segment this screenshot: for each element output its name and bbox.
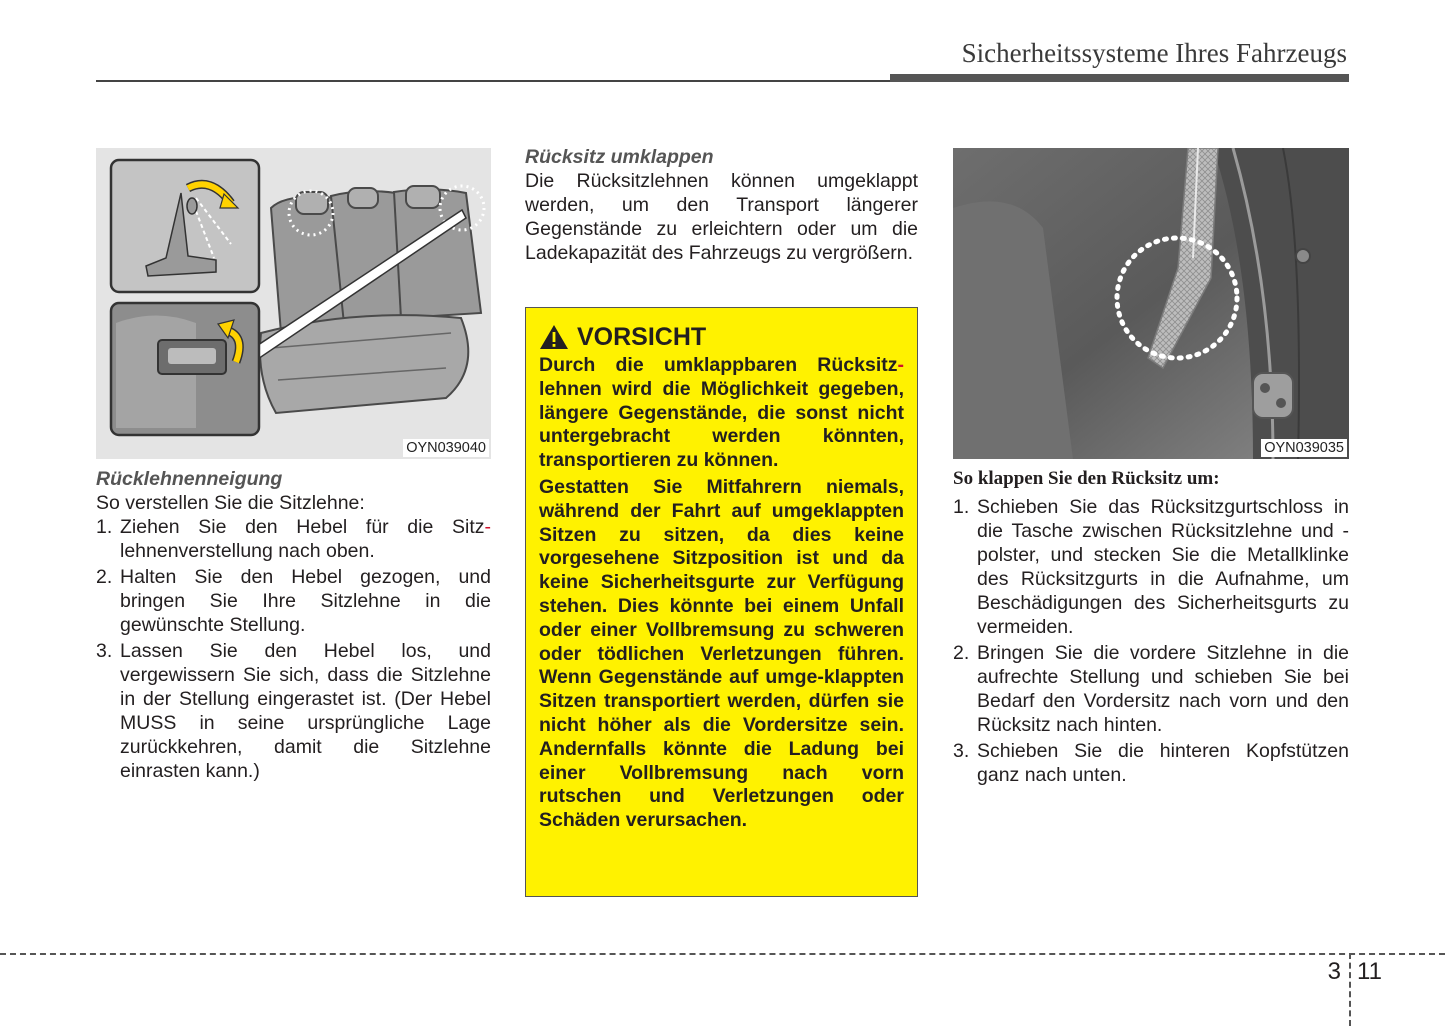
- warning-paragraph-1: Durch die umklappbaren Rücksitz- lehnen wird die Möglichkeit gegeben, längere Gegenstände, die sonst nicht untergebracht werden könnten, transportieren zu können.: [539, 354, 904, 472]
- header-rule-thin: [96, 80, 890, 82]
- warning-paragraph-2: Gestatten Sie Mitfahrern niemals, während der Fahrt auf umgeklappten Sitzen zu sitzen, da dies keine vorgesehene Sitzposition ist und da keine Sicherheitsgurte zur Verfügung stehen. Dies könnte bei einem Unfall oder einer Vollbremsung zu schweren oder tödlichen Verletzungen führen. Wenn Gegenstände auf umge-klappten Sitzen transportiert werden, dürfen sie nicht höher als die Vordersitze sein. Andernfalls könnte die Ladung bei einer Vollbremsung nach vorn rutschen und Verletzungen oder Schäden verursachen.: [539, 475, 904, 832]
- figure-seatbelt-pocket: [953, 148, 1349, 459]
- recline-steps: [96, 515, 491, 783]
- footer-vertical-divider: [1349, 953, 1351, 1026]
- list-item: 1. Ziehen Sie den Hebel für die Sitz- lehnenverstellung nach oben.: [96, 516, 491, 562]
- header-rule-thick: [890, 74, 1349, 82]
- section-heading-recline: Rücklehnenneigung: [96, 468, 283, 490]
- list-item: 3. Lassen Sie den Hebel los, und vergewissern Sie sich, dass die Sitzlehne in der Stellung eingerastet ist. (Der Hebel MUSS in seine ursprüngliche Lage zurückkehren, damit die Sitzlehne einrasten kann.): [96, 640, 491, 782]
- section-heading-fold: Rücksitz umklappen: [525, 146, 714, 168]
- figure-code: OYN039035: [1261, 439, 1347, 457]
- list-item: 3. Schieben Sie die hinteren Kopfstützen ganz nach unten.: [953, 740, 1349, 786]
- footer-dashed-rule: [0, 953, 1445, 955]
- warning-box: [525, 307, 918, 897]
- page-number: 11: [1357, 958, 1382, 985]
- middle-column: [525, 145, 918, 265]
- fold-steps: [953, 495, 1349, 787]
- intro-text: So verstellen Sie die Sitzlehne:: [96, 492, 365, 514]
- running-header-title: Sicherheitssysteme Ihres Fahrzeugs: [961, 38, 1347, 68]
- seat-recline-illustration: [96, 148, 491, 459]
- right-column: [953, 467, 1349, 789]
- figure-seat-recline: [96, 148, 491, 459]
- warning-triangle-icon: [539, 324, 569, 350]
- warning-title: VORSICHT: [539, 322, 904, 352]
- left-column: [96, 467, 491, 785]
- fold-description: Die Rücksitzlehnen können umgeklappt werden, um den Transport längerer Gegenstände zu erleichtern oder um die Ladekapazität des Fahrzeugs zu vergrößern.: [525, 170, 918, 264]
- list-item: 1. Schieben Sie das Rücksitzgurtschloss in die Tasche zwischen Rücksitzlehne und -polster, und stecken Sie die Metallklinke des Rücksitzgurts in die Aufnahme, um Beschädigungen des Sicherheitsgurts zu vermeiden.: [953, 496, 1349, 638]
- section-heading-fold-steps: So klappen Sie den Rücksitz um:: [953, 468, 1220, 489]
- list-item: 2. Halten Sie den Hebel gezogen, und bringen Sie Ihre Sitzlehne in die gewünschte Stellung.: [96, 566, 491, 636]
- list-item: 2. Bringen Sie die vordere Sitzlehne in die aufrechte Stellung und schieben Sie bei Bedarf den Vordersitz nach vorn und den Rücksitz nach hinten.: [953, 642, 1349, 736]
- chapter-number: 3: [1327, 958, 1341, 985]
- figure-code: OYN039040: [403, 439, 489, 457]
- seatbelt-pocket-illustration: [953, 148, 1349, 459]
